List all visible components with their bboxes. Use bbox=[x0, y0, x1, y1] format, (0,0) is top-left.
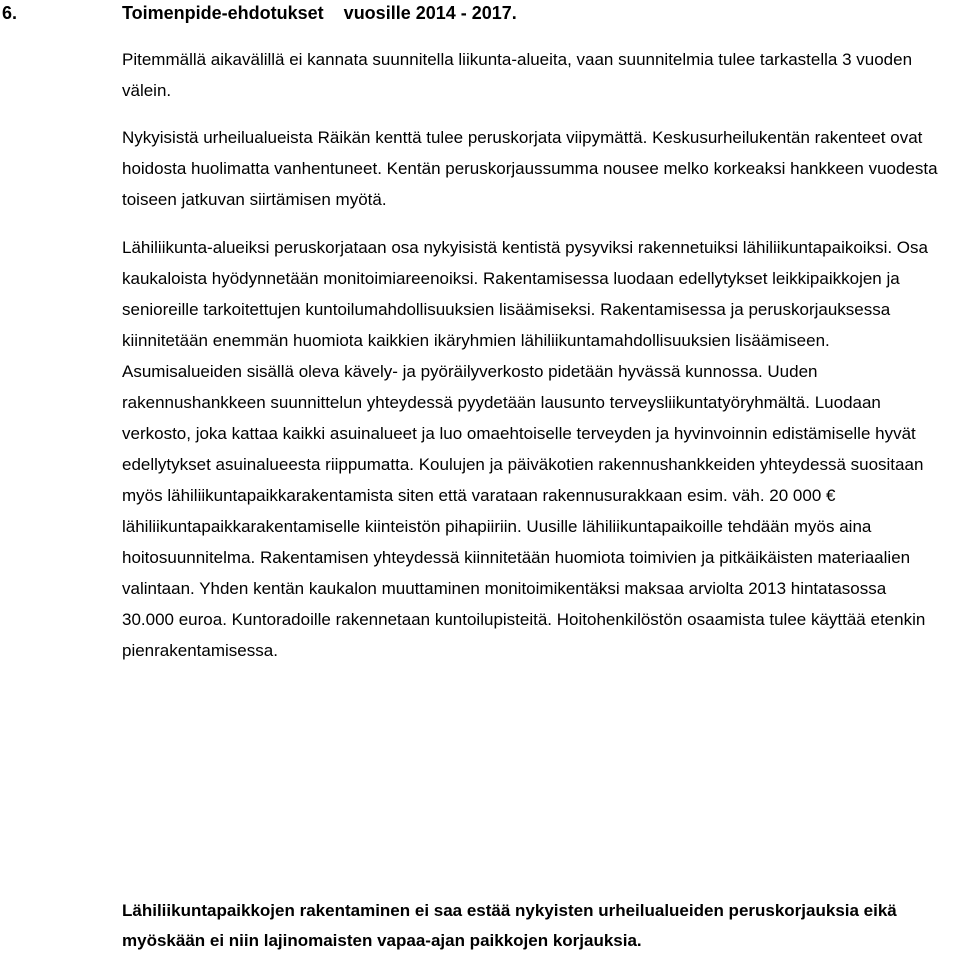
paragraph-planning-interval: Pitemmällä aikavälillä ei kannata suunnitella liikunta-alueita, vaan suunnitelmia tulee tarkastella 3 vuoden välein. bbox=[122, 50, 913, 100]
paragraph-sports-areas: Nykyisistä urheilualueista Räikän kenttä tulee peruskorjata viipymättä. Keskusurheilukentän rakenteet ovat hoidosta huolimatta vanhentuneet. Kentän peruskorjaussumma nousee melko korkeaksi hankkeen vuodesta toiseen jatkuvan siirtämisen myötä. bbox=[122, 128, 938, 209]
footer-note: Lähiliikuntapaikkojen rakentaminen ei saa estää nykyisten urheilualueiden peruskorjauksia eikä myöskään ei niin lajinomaisten vapaa-ajan paikkojen korjauksia. bbox=[122, 901, 897, 950]
paragraph-local-exercise: Lähiliikunta-alueiksi peruskorjataan osa nykyisistä kentistä pysyviksi rakennetuiksi lähiliikuntapaikoiksi. Osa kaukaloista hyödynnetään monitoimiareenoiksi. Rakentamisessa luodaan edellytykset leikkipaikkojen ja senioreille tarkoitettujen kuntoilumahdollisuuksien lisäämiseksi. Rakentamisessa ja peruskorjauksessa kiinnitetään enemmän huomiota kaikkien ikäryhmien lähiliikuntamahdollisuuksien lisäämiseen. Asumisalueiden sisällä oleva kävely- ja pyöräilyverkosto pidetään hyvässä kunnossa. Uuden rakennushankkeen suunnittelun yhteydessä pyydetään lausunto terveysliikuntatyöryhmältä. Luodaan verkosto, joka kattaa kaikki asuinalueet ja luo omaehtoiselle terveyden ja hyvinvoinnin edistämiselle hyvät edellytykset asuinalueesta riippumatta. Koulujen ja päiväkotien rakennushankkeiden yhteydessä suositaan myös lähiliikuntapaikkarakentamista siten että varataan rakennusurakkaan esim. väh. 20 000 € lähiliikuntapaikkarakentamiselle kiinteistön pihapiiriin. Uusille lähiliikuntapaikoille tehdään myös aina hoitosuunnitelma. Rakentamisen yhteydessä kiinnitetään huomiota toimivien ja pitkäikäisten materiaalien valintaan. Yhden kentän kaukalon muuttaminen monitoimikentäksi maksaa arviolta 2013 hintatasossa 30.000 euroa. Kuntoradoille rakennetaan kuntoilupisteitä. Hoitohenkilöstön osaamista tulee käyttää etenkin pienrakentamisessa. bbox=[122, 238, 928, 660]
section-number: 6. bbox=[2, 3, 18, 23]
section-heading bbox=[0, 0, 960, 28]
section-title: Toimenpide-ehdotukset vuosille 2014 - 2017. bbox=[122, 3, 517, 23]
